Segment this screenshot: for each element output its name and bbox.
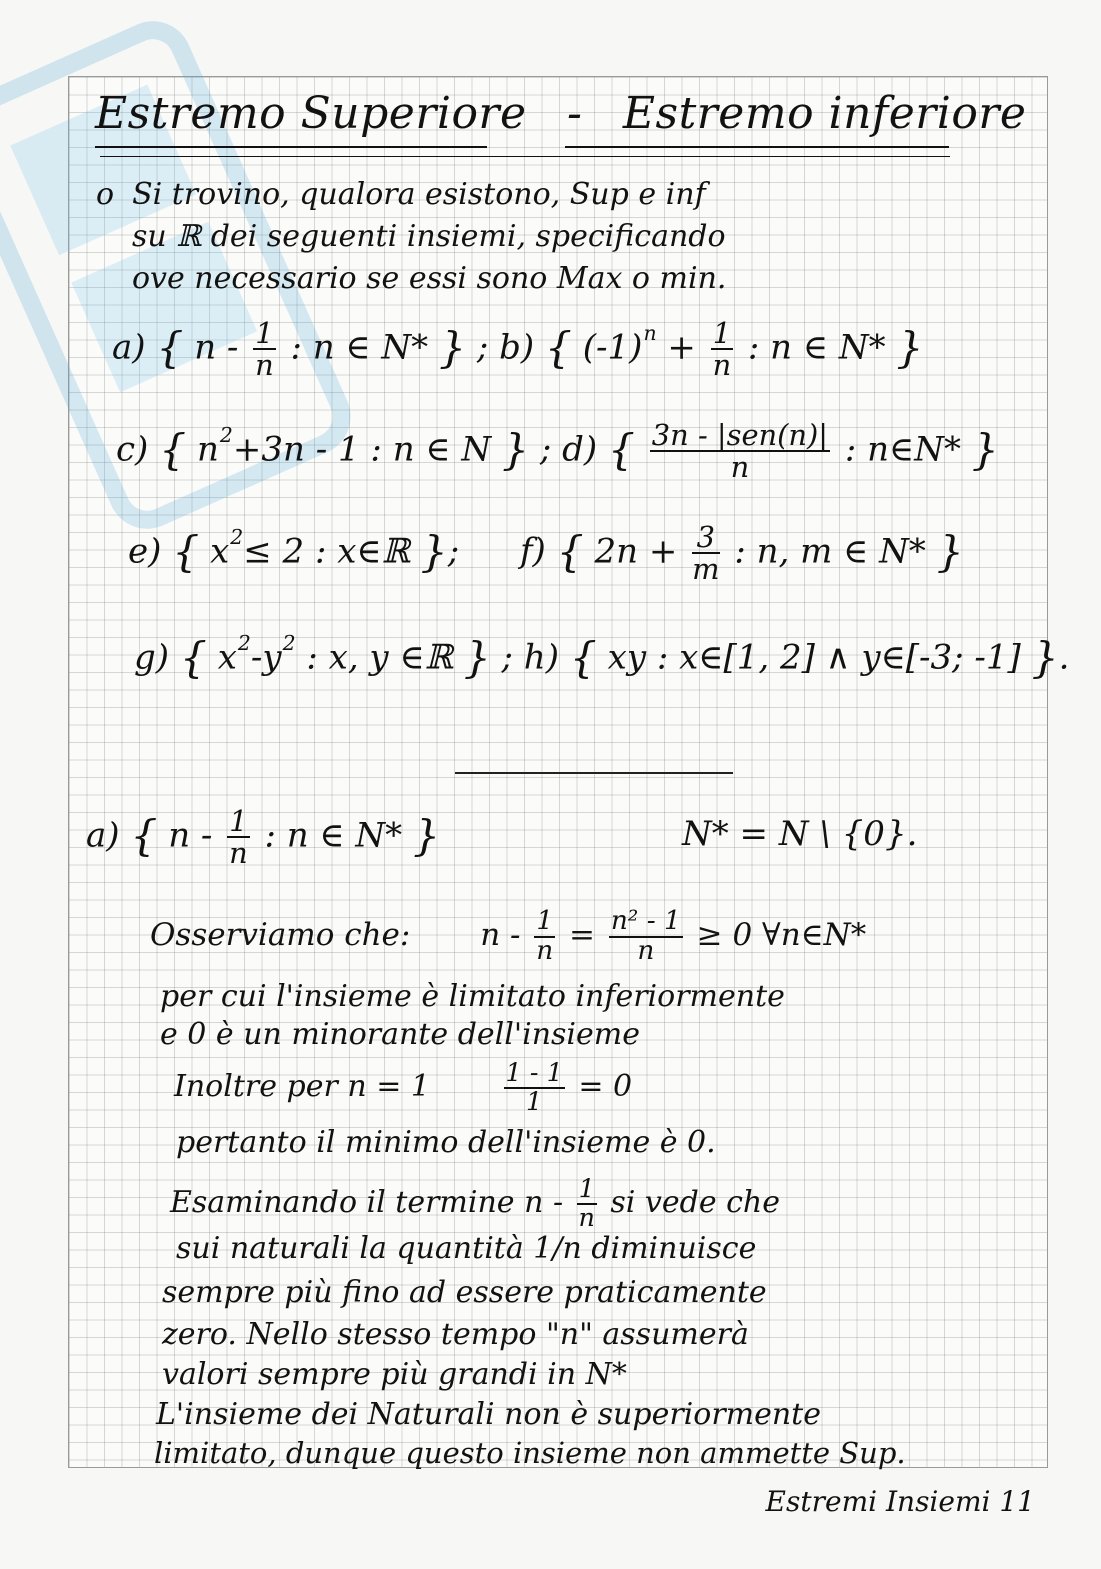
text-line-2: e 0 è un minorante dell'insieme [160,1017,640,1052]
text-line-10: L'insieme dei Naturali non è superiormente [156,1397,821,1432]
text-line-9: valori sempre più grandi in N* [162,1357,627,1392]
text-line-1: per cui l'insieme è limitato inferiormente [160,979,785,1014]
title-underline-left [95,146,487,148]
intro-line-2: su ℝ dei seguenti insiemi, specificando [132,219,726,254]
observation-line: Osserviamo che: n - $\frac{1}{n}$ = $\frac{\text{n² - 1}}{n}$ ≥ 0 ∀n∈N* [150,906,867,966]
text-line-4: pertanto il minimo dell'insieme è 0. [176,1125,716,1160]
set-e-f: e) { $x^2\le 2$ : x∈ℝ }; f) { 2n + $\frac{3}{m}$ : n, m ∈ N* } [128,520,964,587]
text-line-7: sempre più fino ad essere praticamente [162,1275,767,1310]
set-g-h: g) { $x^2-y^2$ : x, y ∈ℝ } ; h) { xy : x∈[1, 2] ∧ y∈[-3; -1] }. [134,631,1070,683]
text-line-3: Inoltre per n = 1 $\frac{1 - 1}{1}$ = 0 [174,1058,633,1117]
page-title: Estremo Superiore - Estremo inferiore [95,88,1027,139]
intro-line-3: ove necessario se essi sono Max o min. [132,261,727,296]
page-footer: Estremi Insiemi 11 [765,1485,1035,1518]
section-divider [455,772,733,774]
set-a-b: a) { n - $\frac{1}{n}$ : n ∈ N* } ; b) { $(-1)^n$ + $\frac{1}{n}$ : n ∈ N* } [112,316,924,383]
solution-a-set: a) { n - $\frac{1}{n}$ : n ∈ N* } [86,804,440,871]
title-underline-right [565,146,949,148]
set-c-d: c) { $n^2+3n - 1$ : n ∈ N } ; d) { $\frac{\text{3n - |sen(n)|}}{n}$ : n∈N* } [116,418,999,485]
text-line-11: limitato, dunque questo insieme non ammette Sup. [154,1436,906,1470]
title-underline-long [100,156,950,157]
nstar-definition: N* = N \ {0}. [682,814,918,854]
text-line-8: zero. Nello stesso tempo "n" assumerà [162,1317,749,1352]
text-line-5: Esaminando il termine n - $\frac{1}{n}$ si vede che [170,1174,781,1233]
intro-line-1: o Si trovino, qualora esistono, Sup e inf [96,177,706,212]
text-line-6: sui naturali la quantità 1/n diminuisce [176,1231,757,1266]
